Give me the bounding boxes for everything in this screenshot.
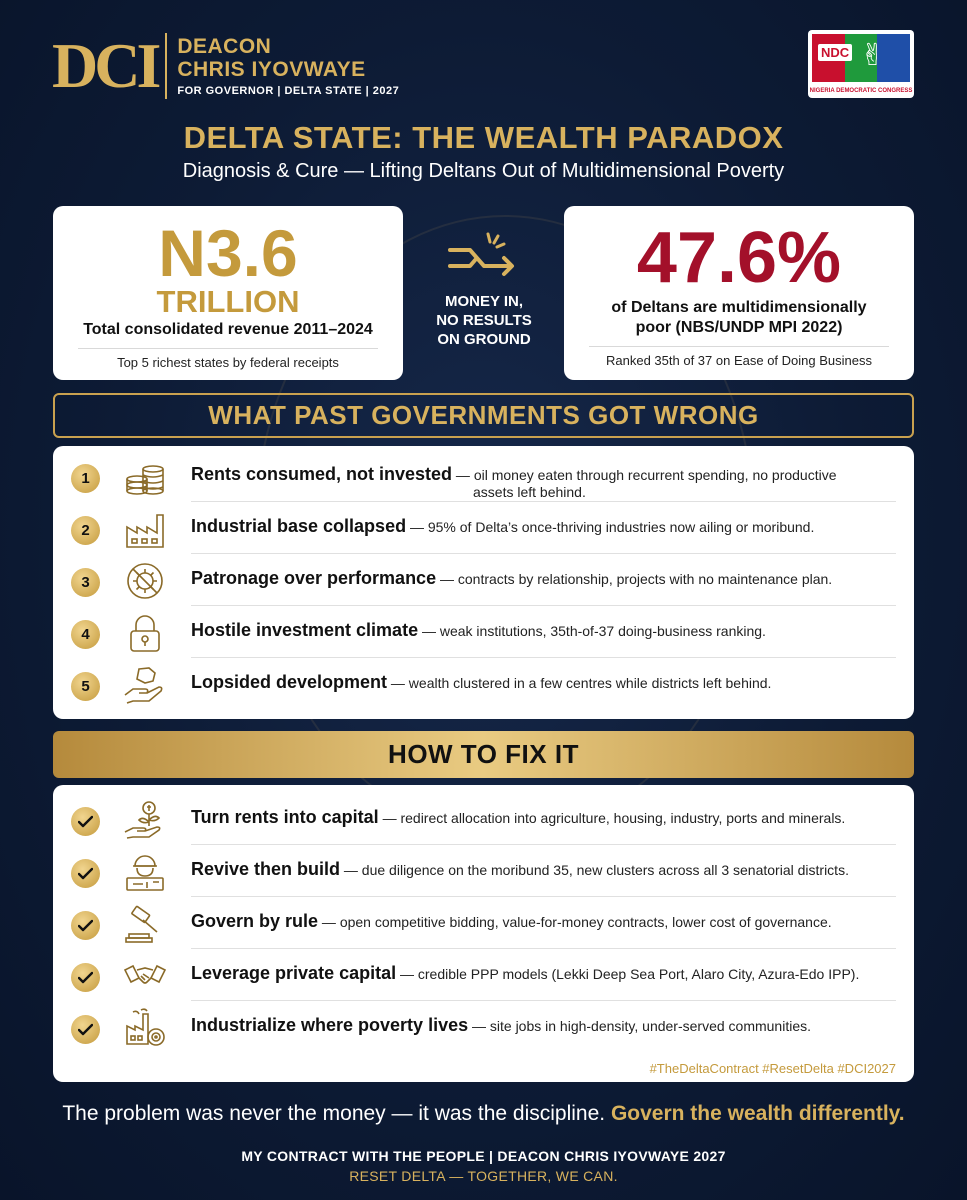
engineer-plan-icon [123,852,167,892]
list-item-detail: — site jobs in high-density, under-served communities. [468,1018,811,1034]
list-item [53,1001,914,1053]
shuffle-arrow-icon [444,228,524,284]
list-item [53,897,914,949]
footer-contract-line: MY CONTRACT WITH THE PEOPLE | DEACON CHRIS IYOVWAYE 2027 [241,1148,726,1164]
poverty-value: 47.6% [636,218,842,298]
poverty-caption-line1: of Deltans are multidimensionally [611,299,867,316]
money-in-line2: NO RESULTS [436,312,532,329]
no-gear-icon [123,561,167,601]
list-item-text [191,518,896,536]
revenue-value: N3.6 [158,216,298,290]
list-item-title: Rents consumed, not invested [191,464,453,484]
poverty-stat-card [564,206,914,380]
list-item-title: Industrialize where poverty lives [191,1015,469,1035]
checkmark-icon [71,963,100,992]
list-item-title: Leverage private capital [191,963,397,983]
list-item-text [191,466,896,501]
list-item-detail: — weak institutions, 35th-of-37 doing-business ranking. [418,623,766,639]
list-item [53,554,914,606]
list-item-text [191,809,896,827]
dci-monogram: DCI [52,30,158,101]
list-item-text [191,965,896,983]
logo-text [177,35,399,97]
candidate-title: DEACON [177,35,272,58]
logo-divider [165,33,167,99]
page-subtitle: Diagnosis & Cure — Lifting Deltans Out of Multidimensional Poverty [182,160,785,182]
revenue-unit: TRILLION [156,284,300,319]
closing-emphasis: Govern the wealth differently. [610,1102,905,1125]
list-item-detail-cont: assets left behind. [473,484,586,500]
list-item [53,845,914,897]
list-item-detail: — redirect allocation into agriculture, housing, industry, ports and minerals. [378,810,846,826]
list-item-title: Industrial base collapsed [191,516,407,536]
list-item-detail: — 95% of Delta’s once-thriving industries now ailing or moribund. [406,519,815,535]
poverty-caption-line2: poor (NBS/UNDP MPI 2022) [635,319,843,336]
coins-icon [123,457,167,497]
checkmark-icon [71,807,100,836]
list-item-title: Hostile investment climate [191,620,419,640]
number-badge: 3 [71,568,100,597]
money-in-line1: MONEY IN, [444,293,524,310]
hashtags: #TheDeltaContract #ResetDelta #DCI2027 [649,1061,896,1076]
revenue-footnote: Top 5 richest states by federal receipts [117,355,339,370]
candidate-name: CHRIS IYOVWAYE [177,58,366,81]
hand-map-icon [123,665,167,705]
list-item-detail: — contracts by relationship, projects with no maintenance plan. [436,571,833,587]
fix-list [53,785,914,1082]
number-badge: 5 [71,672,100,701]
poverty-footnote: Ranked 35th of 37 on Ease of Doing Business [606,353,872,368]
closing-statement [0,1102,967,1126]
money-in-callout [404,228,564,349]
card-divider [589,346,889,347]
factory-icon [123,509,167,549]
list-item [53,658,914,710]
number-badge: 4 [71,620,100,649]
list-item-title: Revive then build [191,859,341,879]
list-item-title: Govern by rule [191,911,319,931]
list-item-text [191,1017,896,1035]
checkmark-icon [71,1015,100,1044]
list-item-text [191,913,896,931]
ndc-abbr: NDC [818,44,852,61]
victory-hand-icon: ✌ [860,39,886,72]
money-in-line3: ON GROUND [437,331,531,348]
revenue-caption: Total consolidated revenue 2011–2024 [83,321,373,338]
revenue-stat-card [53,206,403,380]
campaign-logo [52,28,399,104]
list-item-title: Turn rents into capital [191,807,379,827]
list-item-title: Lopsided development [191,672,388,692]
footer-slogan: RESET DELTA — TOGETHER, WE CAN. [349,1168,618,1184]
money-plant-icon [123,800,167,840]
campaign-tagline: FOR GOVERNOR | DELTA STATE | 2027 [177,85,400,97]
closing-text: The problem was never the money — it was the discipline. [62,1102,611,1125]
list-item-text [191,674,896,692]
list-item [53,450,914,502]
list-item-text [191,861,896,879]
list-item-text [191,622,896,640]
factory-target-icon [123,1008,167,1048]
ndc-party-logo [808,30,914,98]
checkmark-icon [71,911,100,940]
fix-section-heading: HOW TO FIX IT [53,731,914,778]
checkmark-icon [71,859,100,888]
page-title: DELTA STATE: THE WEALTH PARADOX [183,120,784,155]
card-divider [78,348,378,349]
wrong-section-heading: WHAT PAST GOVERNMENTS GOT WRONG [53,393,914,438]
padlock-icon [123,613,167,653]
list-item-detail: — wealth clustered in a few centres while districts left behind. [387,675,772,691]
number-badge: 2 [71,516,100,545]
money-in-text [404,292,564,349]
list-item [53,793,914,845]
list-item-text [191,570,896,588]
list-item-detail: — oil money eaten through recurrent spending, no productive [452,467,837,483]
ndc-full-name: NIGERIA DEMOCRATIC CONGRESS [809,88,913,94]
list-item-detail: — due diligence on the moribund 35, new clusters across all 3 senatorial districts. [340,862,849,878]
list-item-detail: — open competitive bidding, value-for-money contracts, lower cost of governance. [318,914,832,930]
list-item [53,606,914,658]
wrong-list [53,446,914,719]
number-badge: 1 [71,464,100,493]
list-item [53,949,914,1001]
list-item-detail: — credible PPP models (Lekki Deep Sea Port, Alaro City, Azura-Edo IPP). [396,966,860,982]
list-item-title: Patronage over performance [191,568,437,588]
handshake-icon [123,956,167,996]
gavel-icon [123,904,167,944]
list-item [53,502,914,554]
